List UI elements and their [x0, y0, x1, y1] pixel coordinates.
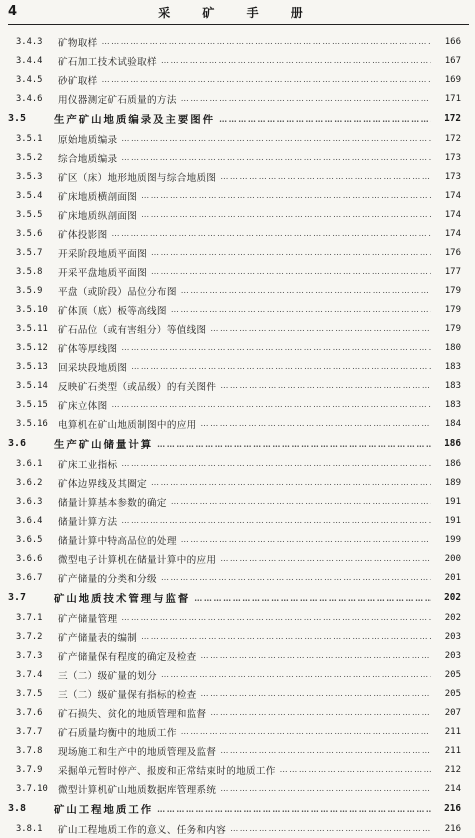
toc-entry-page: 172: [444, 133, 461, 144]
toc-entry-title: 现场施工和生产中的地质管理及监督: [58, 746, 217, 758]
toc-entry-page: 184: [444, 418, 461, 429]
leader-dots: [141, 191, 431, 200]
leader-dots: [111, 400, 431, 409]
toc-entry-number: 3.5.14: [16, 380, 48, 391]
toc-entry-number: 3.5.6: [16, 228, 43, 239]
toc-entry-title: 储量计算方法: [58, 516, 118, 528]
toc-entry-number: 3.6.2: [16, 477, 43, 488]
toc-entry-page: 191: [444, 515, 461, 526]
toc-entry-page: 214: [444, 783, 461, 794]
leader-dots: [201, 419, 431, 428]
toc-entry-page: 167: [444, 55, 461, 66]
toc-entry-title: 微型电子计算机在储量计算中的应用: [58, 554, 217, 566]
toc-entry-page: 202: [444, 612, 461, 623]
header-rule: [8, 24, 469, 25]
toc-entry-title: 生产矿山地质编录及主要图件: [54, 114, 216, 126]
toc-entry-page: 205: [444, 688, 461, 699]
toc-entry-title: 矿石质量均衡中的地质工作: [58, 727, 177, 739]
toc-entry-title: 综合地质编录: [58, 153, 118, 165]
toc-row: [0, 703, 475, 722]
toc-row: [0, 281, 475, 300]
toc-entry-title: 矿产储量表的编制: [58, 632, 138, 644]
leader-dots: [181, 535, 431, 544]
toc-entry-page: 166: [444, 36, 461, 47]
toc-row: [0, 319, 475, 338]
leader-dots: [121, 134, 431, 143]
toc-entry-page: 189: [444, 477, 461, 488]
toc-entry-number: 3.5.11: [16, 323, 48, 334]
toc-entry-title: 反映矿石类型（或品级）的有关图件: [58, 381, 217, 393]
toc-row: [0, 167, 475, 186]
toc-entry-number: 3.7.2: [16, 631, 43, 642]
toc-row: [0, 568, 475, 587]
toc-entry-title: 矿体顶（底）板等高线图: [58, 305, 167, 317]
toc-entry-title: 开采阶段地质平面图: [58, 248, 148, 260]
leader-dots: [161, 56, 431, 65]
toc-entry-number: 3.5.5: [16, 209, 43, 220]
toc-entry-number: 3.5.16: [16, 418, 48, 429]
toc-row: [0, 722, 475, 741]
toc-entry-page: 172: [444, 113, 461, 124]
toc-entry-number: 3.5: [8, 113, 27, 124]
leader-dots: [121, 343, 431, 352]
toc-entry-title: 矿床地质横剖面图: [58, 191, 138, 203]
leader-dots: [210, 708, 431, 717]
toc-entry-page: 211: [444, 726, 461, 737]
toc-entry-page: 180: [444, 342, 461, 353]
toc-row: [0, 414, 475, 433]
toc-entry-number: 3.7.10: [16, 783, 48, 794]
toc-entry-title: 矿石损失、贫化的地质管理和监督: [58, 708, 207, 720]
toc-row: [0, 760, 475, 779]
toc-entry-title: 矿产储量管理: [58, 613, 118, 625]
toc-row: [0, 492, 475, 511]
toc-entry-number: 3.5.3: [16, 171, 43, 182]
toc-entry-number: 3.5.10: [16, 304, 48, 315]
toc-entry-number: 3.7.3: [16, 650, 43, 661]
table-of-contents: [0, 32, 475, 838]
toc-row: [0, 300, 475, 319]
toc-row: [0, 395, 475, 414]
toc-entry-number: 3.6.4: [16, 515, 43, 526]
toc-entry-number: 3.7.5: [16, 688, 43, 699]
leader-dots: [219, 114, 431, 124]
toc-entry-title: 矿石加工技术试验取样: [58, 56, 157, 68]
toc-entry-number: 3.6: [8, 438, 27, 449]
leader-dots: [161, 670, 431, 679]
toc-row: [0, 741, 475, 760]
toc-entry-title: 采掘单元暂时停产、报废和正常结束时的地质工作: [58, 765, 276, 777]
book-title: 采 矿 手 册: [158, 6, 317, 20]
toc-row: [0, 262, 475, 281]
toc-entry-title: 用仪器测定矿石质量的方法: [58, 94, 177, 106]
leader-dots: [220, 381, 431, 390]
toc-row: [0, 70, 475, 89]
toc-entry-page: 203: [444, 650, 461, 661]
toc-entry-page: 216: [444, 823, 461, 834]
leader-dots: [102, 75, 431, 84]
toc-entry-title: 原始地质编录: [58, 134, 118, 146]
toc-row: [0, 608, 475, 627]
toc-row: [0, 376, 475, 395]
toc-entry-page: 183: [444, 361, 461, 372]
toc-entry-number: 3.5.7: [16, 247, 43, 258]
toc-entry-number: 3.6.1: [16, 458, 43, 469]
leader-dots: [157, 439, 431, 449]
leader-dots: [151, 248, 431, 257]
toc-entry-page: 199: [444, 534, 461, 545]
toc-row: [0, 665, 475, 684]
leader-dots: [111, 229, 431, 238]
toc-entry-title: 矿床工业指标: [58, 459, 118, 471]
toc-entry-page: 216: [444, 803, 461, 814]
leader-dots: [121, 459, 431, 468]
leader-dots: [210, 324, 431, 333]
toc-entry-title: 电算机在矿山地质制图中的应用: [58, 419, 197, 431]
toc-entry-number: 3.7.9: [16, 764, 43, 775]
toc-row: [0, 243, 475, 262]
toc-entry-number: 3.4.4: [16, 55, 43, 66]
leader-dots: [171, 305, 431, 314]
leader-dots: [102, 37, 431, 46]
toc-entry-page: 200: [444, 553, 461, 564]
leader-dots: [161, 573, 431, 582]
leader-dots: [181, 727, 431, 736]
toc-entry-title: 矿山工程地质工作的意义、任务和内容: [58, 824, 227, 836]
leader-dots: [151, 478, 431, 487]
toc-section-row: [0, 433, 475, 454]
toc-row: [0, 627, 475, 646]
toc-entry-number: 3.7: [8, 592, 27, 603]
toc-row: [0, 129, 475, 148]
toc-entry-number: 3.5.15: [16, 399, 48, 410]
toc-entry-title: 砂矿取样: [58, 75, 98, 87]
leader-dots: [220, 172, 431, 181]
toc-entry-page: 171: [444, 93, 461, 104]
page-header: [0, 0, 475, 26]
toc-entry-title: 矿体投影图: [58, 229, 108, 241]
toc-entry-page: 177: [444, 266, 461, 277]
toc-entry-number: 3.5.4: [16, 190, 43, 201]
toc-entry-title: 生产矿山储量计算: [54, 439, 154, 451]
toc-row: [0, 338, 475, 357]
toc-entry-page: 186: [444, 458, 461, 469]
toc-entry-title: 矿山地质技术管理与监督: [54, 593, 191, 605]
toc-entry-title: 回采块段地质图: [58, 362, 128, 374]
leader-dots: [121, 613, 431, 622]
leader-dots: [151, 267, 431, 276]
toc-entry-page: 201: [444, 572, 461, 583]
toc-entry-title: 矿床立体图: [58, 400, 108, 412]
toc-entry-page: 169: [444, 74, 461, 85]
toc-entry-page: 202: [444, 592, 461, 603]
toc-entry-number: 3.7.6: [16, 707, 43, 718]
toc-section-row: [0, 108, 475, 129]
leader-dots: [230, 824, 431, 833]
toc-row: [0, 148, 475, 167]
leader-dots: [181, 94, 431, 103]
toc-entry-title: 矿床地质纵剖面图: [58, 210, 138, 222]
toc-entry-title: 矿山工程地质工作: [54, 804, 154, 816]
leader-dots: [201, 689, 431, 698]
leader-dots: [194, 593, 431, 603]
toc-entry-title: 矿体边界线及其圈定: [58, 478, 148, 490]
toc-entry-number: 3.5.8: [16, 266, 43, 277]
toc-entry-number: 3.7.7: [16, 726, 43, 737]
toc-entry-number: 3.5.12: [16, 342, 48, 353]
toc-entry-page: 174: [444, 190, 461, 201]
toc-row: [0, 186, 475, 205]
toc-entry-number: 3.4.3: [16, 36, 43, 47]
toc-row: [0, 684, 475, 703]
toc-row: [0, 530, 475, 549]
toc-row: [0, 473, 475, 492]
leader-dots: [181, 286, 431, 295]
leader-dots: [157, 804, 431, 814]
toc-entry-title: 矿石品位（或有害组分）等值线图: [58, 324, 207, 336]
leader-dots: [220, 746, 431, 755]
toc-entry-number: 3.5.2: [16, 152, 43, 163]
toc-section-row: [0, 587, 475, 608]
toc-entry-title: 矿物取样: [58, 37, 98, 49]
leader-dots: [131, 362, 431, 371]
toc-entry-number: 3.8.1: [16, 823, 43, 834]
toc-entry-number: 3.4.6: [16, 93, 43, 104]
toc-entry-page: 179: [444, 323, 461, 334]
toc-entry-page: 186: [444, 438, 461, 449]
toc-entry-title: 储量计算中特高品位的处理: [58, 535, 177, 547]
leader-dots: [141, 210, 431, 219]
leader-dots: [201, 651, 431, 660]
toc-entry-page: 179: [444, 285, 461, 296]
toc-section-row: [0, 798, 475, 819]
toc-row: [0, 646, 475, 665]
toc-entry-title: 储量计算基本参数的确定: [58, 497, 167, 509]
toc-entry-page: 176: [444, 247, 461, 258]
page-number: 4: [8, 4, 18, 19]
toc-entry-page: 174: [444, 228, 461, 239]
leader-dots: [141, 632, 431, 641]
toc-entry-number: 3.7.4: [16, 669, 43, 680]
toc-entry-number: 3.8: [8, 803, 27, 814]
leader-dots: [121, 153, 431, 162]
toc-entry-page: 183: [444, 399, 461, 410]
toc-entry-page: 207: [444, 707, 461, 718]
toc-entry-number: 3.6.5: [16, 534, 43, 545]
toc-entry-number: 3.4.5: [16, 74, 43, 85]
toc-entry-title: 矿产储量保有程度的确定及检查: [58, 651, 197, 663]
toc-entry-title: 矿体等厚线图: [58, 343, 118, 355]
leader-dots: [121, 516, 431, 525]
leader-dots: [220, 554, 431, 563]
toc-entry-title: 开采平盘地质平面图: [58, 267, 148, 279]
toc-row: [0, 205, 475, 224]
toc-row: [0, 357, 475, 376]
toc-row: [0, 549, 475, 568]
toc-entry-title: 矿产储量的分类和分级: [58, 573, 157, 585]
toc-entry-page: 174: [444, 209, 461, 220]
toc-row: [0, 32, 475, 51]
toc-entry-page: 179: [444, 304, 461, 315]
toc-entry-page: 205: [444, 669, 461, 680]
toc-entry-page: 173: [444, 171, 461, 182]
toc-entry-number: 3.5.13: [16, 361, 48, 372]
toc-entry-number: 3.6.7: [16, 572, 43, 583]
leader-dots: [220, 784, 431, 793]
toc-entry-number: 3.5.9: [16, 285, 43, 296]
toc-entry-page: 191: [444, 496, 461, 507]
toc-entry-page: 211: [444, 745, 461, 756]
toc-entry-page: 212: [444, 764, 461, 775]
toc-entry-title: 微型计算机矿山地质数据库管理系统: [58, 784, 217, 796]
toc-entry-number: 3.7.8: [16, 745, 43, 756]
toc-entry-number: 3.7.1: [16, 612, 43, 623]
leader-dots: [171, 497, 431, 506]
toc-entry-title: 矿区（床）地形地质图与综合地质图: [58, 172, 217, 184]
toc-row: [0, 89, 475, 108]
toc-entry-number: 3.6.3: [16, 496, 43, 507]
toc-entry-number: 3.5.1: [16, 133, 43, 144]
toc-entry-page: 173: [444, 152, 461, 163]
toc-entry-page: 183: [444, 380, 461, 391]
toc-row: [0, 819, 475, 838]
toc-row: [0, 454, 475, 473]
toc-entry-title: 三（二）级矿量保有指标的检查: [58, 689, 197, 701]
toc-entry-title: 三（二）级矿量的划分: [58, 670, 157, 682]
toc-entry-number: 3.6.6: [16, 553, 43, 564]
toc-entry-title: 平盘（或阶段）品位分布图: [58, 286, 177, 298]
toc-row: [0, 224, 475, 243]
toc-row: [0, 511, 475, 530]
toc-row: [0, 51, 475, 70]
leader-dots: [280, 765, 431, 774]
toc-entry-page: 203: [444, 631, 461, 642]
toc-row: [0, 779, 475, 798]
